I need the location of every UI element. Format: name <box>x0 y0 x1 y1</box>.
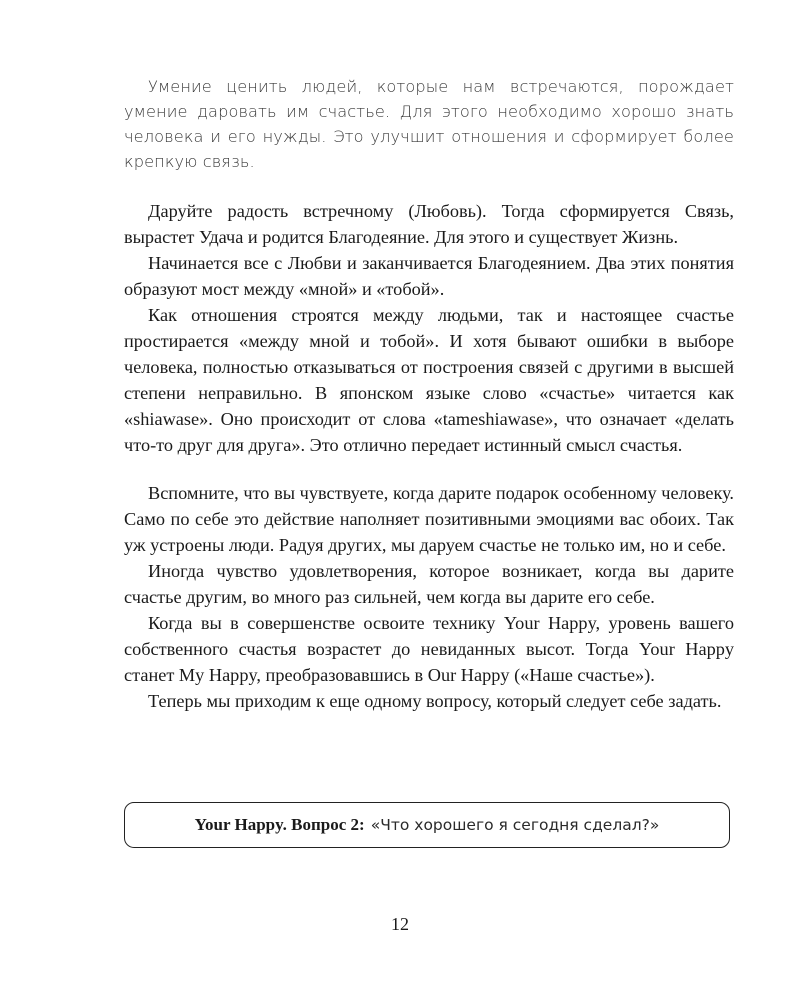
paragraph: Теперь мы приходим к еще одному вопросу, который следует себе задать. <box>148 691 722 711</box>
paragraph: Иногда чувство удовлетворения, которое возникает, когда вы дарите счастье другим, во много раз сильней, чем когда вы дарите его себе. <box>124 561 734 607</box>
paragraph: Когда вы в совершенстве освоите технику Your Happy, уровень вашего собственного счастья возрастет до невиданных высот. Тогда Your Happy станет My Happy, преобразовавшись в Our Happy («Наше счастье»). <box>124 613 734 685</box>
paragraph: Начинается все с Любви и заканчивается Благодеянием. Два этих понятия образуют мост между «мной» и «тобой». <box>124 253 734 299</box>
question-label: Your Happy. Вопрос 2: <box>194 815 365 834</box>
paragraph: Как отношения строятся между людьми, так и настоящее счастье простирается «между мной и тобой». И хотя бывают ошибки в выборе человека, полностью отказываться от построения связей с другими в высшей степени неправильно. В японском языке слово «счастье» читается как «shiawase». Оно происходит от слова «tameshiawase», что означает «делать что-то друг для друга». Это отлично передает истинный смысл счастья. <box>124 305 734 455</box>
question-callout-box <box>124 802 730 848</box>
text-section-2 <box>124 480 734 714</box>
paragraph: Даруйте радость встречному (Любовь). Тогда сформируется Связь, вырастет Удача и родится Благодеяние. Для этого и существует Жизнь. <box>124 201 734 247</box>
question-text: «Что хорошего я сегодня сделал?» <box>370 816 660 834</box>
page-number: 12 <box>391 914 409 934</box>
text-section-1 <box>124 198 734 458</box>
epigraph <box>124 74 734 174</box>
epigraph-text: Умение ценить людей, которые нам встречаются, порождает умение даровать им счастье. Для этого необходимо хорошо знать человека и его нужды. Это улучшит отношения и сформирует более крепкую связь. <box>124 77 734 171</box>
paragraph: Вспомните, что вы чувствуете, когда дарите подарок особенному человеку. Само по себе это действие наполняет позитивными эмоциями вас обоих. Так уж устроены люди. Радуя других, мы даруем счастье не только им, но и себе. <box>124 483 734 555</box>
